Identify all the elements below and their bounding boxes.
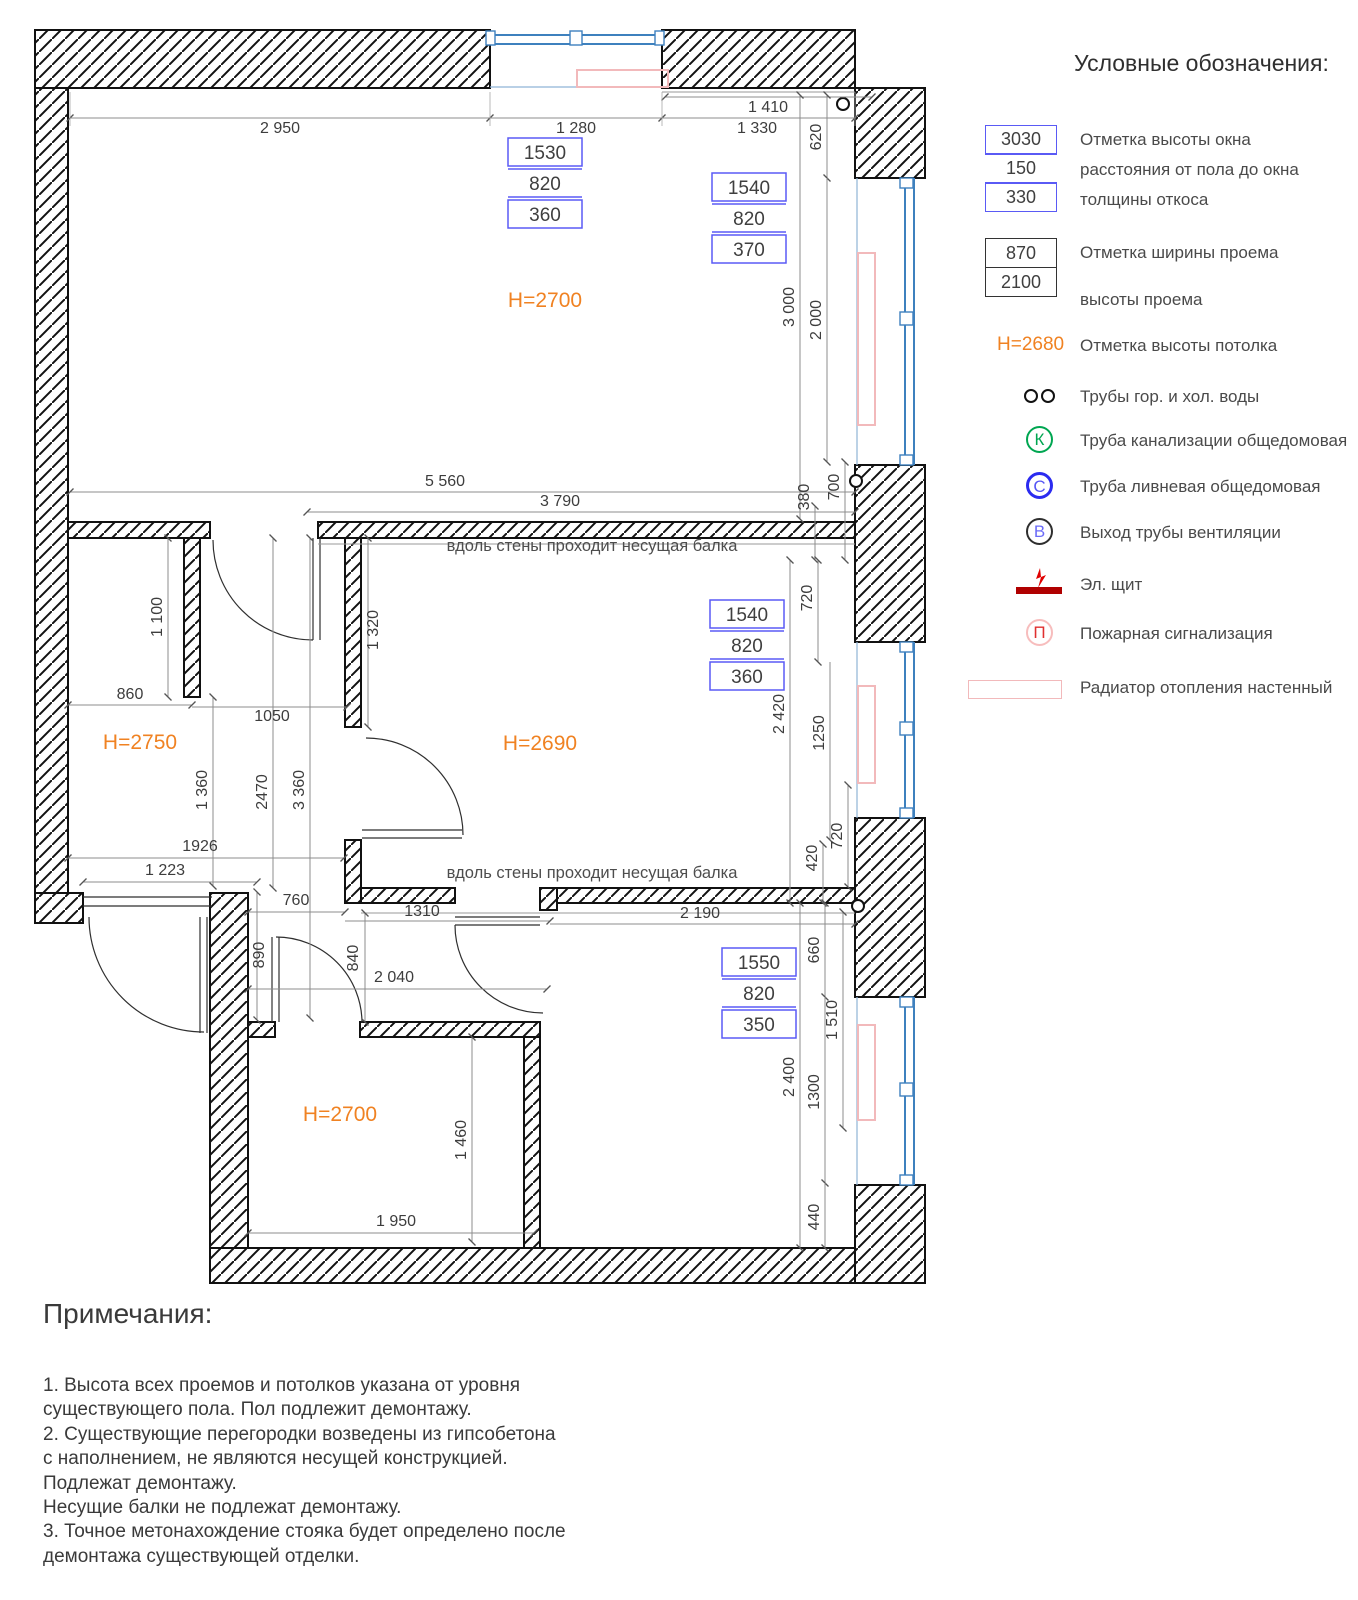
dim-1050: 1050 [254,708,290,725]
legend-label: Пожарная сигнализация [1080,624,1273,643]
legend-label: Радиатор отопления настенный [1080,678,1333,697]
dim-700: 700 [826,473,843,501]
legend-label: Выход трубы вентиляции [1080,523,1281,542]
note-line: 2. Существующие перегородки возведены из гипсобетона [43,1423,556,1445]
storm-pipe-icon: С [1026,472,1053,499]
pipe-icon [852,900,864,912]
stack-value: 1550 [737,953,781,974]
radiator-icon [968,680,1062,699]
dim-380: 380 [796,483,813,511]
dim-2950: 2 950 [259,120,301,137]
legend-label: Отметка ширины проема [1080,243,1279,262]
window-stack-3 [710,600,784,690]
note-line: демонтажа существующей отделки. [43,1545,360,1567]
dim-1320: 1 320 [365,609,382,651]
legend-label: Труба ливневая общедомовая [1080,477,1321,496]
dim-440: 440 [806,1203,823,1231]
dim-1950: 1 950 [375,1213,417,1230]
dim-1510: 1 510 [824,999,841,1041]
legend [950,40,1355,720]
dim-3790: 3 790 [539,493,581,510]
window-height-box: 3030 [985,125,1057,154]
dim-760: 760 [282,892,310,909]
dim-660: 660 [806,936,823,964]
window-stack-2 [712,173,786,263]
water-pipes-icon [1024,389,1064,403]
room-height-middle: H=2690 [502,732,578,755]
note-line: с наполнением, не являются несущей конструкцией. [43,1448,508,1470]
beam-notes [447,537,739,882]
dim-1250: 1250 [811,715,828,751]
legend-label: Отметка высоты потолка [1080,336,1278,355]
stack-value: 360 [529,205,561,226]
note-line: 3. Точное метонахождение стояка будет определено после [43,1521,566,1543]
stack-value: 360 [731,667,763,688]
dim-2190: 2 190 [679,905,721,922]
legend-label: Трубы гор. и хол. воды [1080,387,1260,406]
stack-value: 350 [743,1015,775,1036]
dim-860: 860 [116,686,144,703]
note-line: 1. Высота всех проемов и потолков указана от уровня [43,1375,521,1396]
window-stack-1 [508,138,582,228]
dim-3360: 3 360 [291,769,308,811]
sewer-pipe-icon: К [1026,426,1053,453]
beam-note-bottom: вдоль стены проходит несущая балка [446,864,738,882]
opening-height-box: 2100 [985,267,1057,297]
radiator-top [577,70,668,87]
legend-label: высоты проема [1080,290,1203,309]
dim-720-a: 720 [799,584,816,612]
stack-value: 820 [733,209,765,230]
dim-2000: 2 000 [808,299,825,341]
dim-2400: 2 400 [781,1056,798,1098]
legend-label: расстояния от пола до окна [1080,160,1299,179]
dim-1280: 1 280 [555,120,597,137]
opening-width-box: 870 [985,238,1057,268]
dim-720-b: 720 [829,822,846,850]
dim-1330: 1 330 [736,120,778,137]
dim-1310: 1310 [404,903,440,920]
dim-1300: 1300 [806,1074,823,1110]
fire-alarm-icon: П [1026,619,1053,646]
stack-value: 1530 [523,143,567,164]
note-line: Подлежат демонтажу. [43,1472,237,1494]
legend-label: Труба канализации общедомовая [1080,431,1348,450]
radiator-right-1 [858,253,875,425]
legend-title: Условные обозначения: [1074,50,1329,76]
note-line: существующего пола. Пол подлежит демонтажу. [43,1399,472,1421]
dim-1223: 1 223 [144,862,186,879]
legend-label: толщины откоса [1080,190,1209,209]
beam-note-top: вдоль стены проходит несущая балка [446,537,738,555]
dim-2040: 2 040 [373,969,415,986]
room-height-left: H=2750 [102,731,178,754]
stack-value: 820 [731,636,763,657]
notes-title: Примечания: [43,1298,213,1329]
dim-1410: 1 410 [747,99,789,116]
stack-value: 370 [733,240,765,261]
dim-2470: 2470 [254,774,271,810]
ceiling-height-mark: H=2680 [997,334,1065,355]
stack-value: 1540 [727,178,771,199]
window-reveal-box: 330 [985,183,1057,212]
lightning-icon [1030,566,1054,590]
window-stack-4 [722,948,796,1038]
stack-value: 1540 [725,605,769,626]
dim-1100: 1 100 [149,596,166,638]
dim-420: 420 [804,844,821,872]
dim-3000: 3 000 [781,286,798,328]
radiator-right-3 [858,1025,875,1120]
dim-5560: 5 560 [424,473,466,490]
dim-890: 890 [251,941,268,969]
dim-1360: 1 360 [194,769,211,811]
dim-620: 620 [808,123,825,151]
pipe-icon [850,475,862,487]
dim-1926: 1926 [182,838,218,855]
dim-2420: 2 420 [771,693,788,735]
window-sill-box: 150 [985,154,1057,183]
legend-label: Эл. щит [1080,575,1143,594]
pipe-icon [837,98,849,110]
dim-1460: 1 460 [453,1119,470,1161]
radiator-right-2 [858,686,875,783]
legend-label: Отметка высоты окна [1080,130,1251,149]
vent-pipe-icon: В [1026,518,1053,545]
note-line: Несущие балки не подлежат демонтажу. [43,1497,402,1519]
dim-840: 840 [345,944,362,972]
stack-value: 820 [529,174,561,195]
room-height-living: H=2700 [507,289,583,312]
room-height-bathroom: H=2700 [302,1103,378,1126]
notes [43,1298,643,1569]
stack-value: 820 [743,984,775,1005]
